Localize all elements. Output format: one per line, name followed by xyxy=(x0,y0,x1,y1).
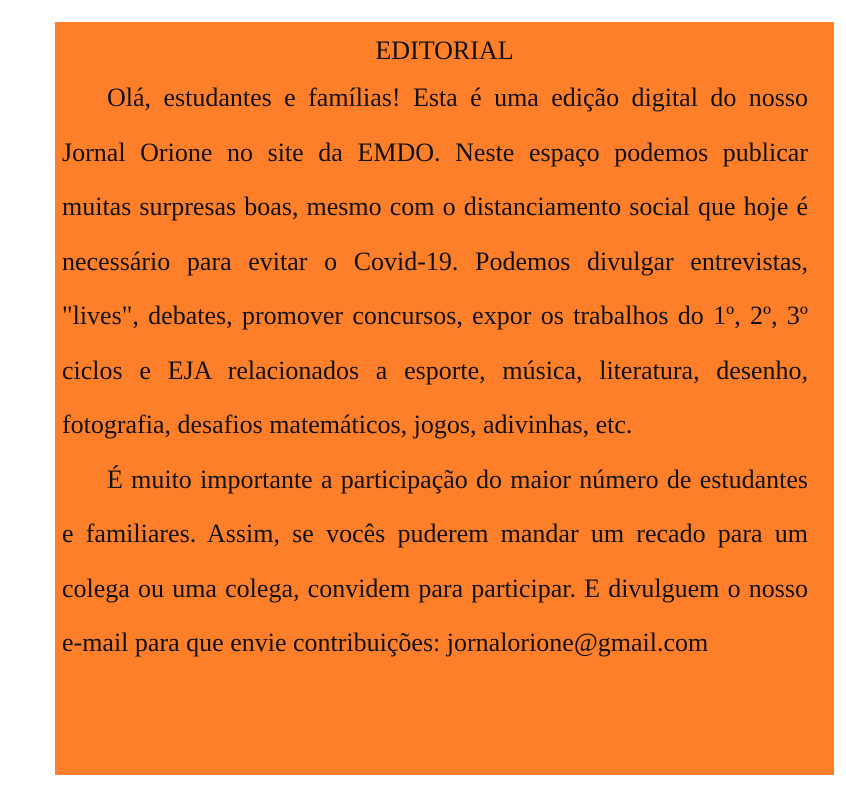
editorial-paragraph-2: É muito importante a participação do maior número de estudantes e familiares. Assim, se vocês puderem mandar um recado para um colega ou uma colega, convidem para participar. E divulguem o nosso e-mail para que envie contribuições: jornalorione@gmail.com xyxy=(62,464,808,657)
editorial-title: EDITORIAL xyxy=(375,36,514,65)
editorial-box xyxy=(55,22,834,775)
editorial-paragraph-1: Olá, estudantes e famílias! Esta é uma edição digital do nosso Jornal Orione no site da EMDO. Neste espaço podemos publicar muitas surpresas boas, mesmo com o distanciamento social que hoje é necessário para evitar o Covid-19. Podemos divulgar entrevistas, "lives", debates, promover concursos, expor os trabalhos do 1º, 2º, 3º ciclos e EJA relacionados a esporte, música, literatura, desenho, fotografia, desafios matemáticos, jogos, adivinhas, etc. xyxy=(62,83,808,439)
